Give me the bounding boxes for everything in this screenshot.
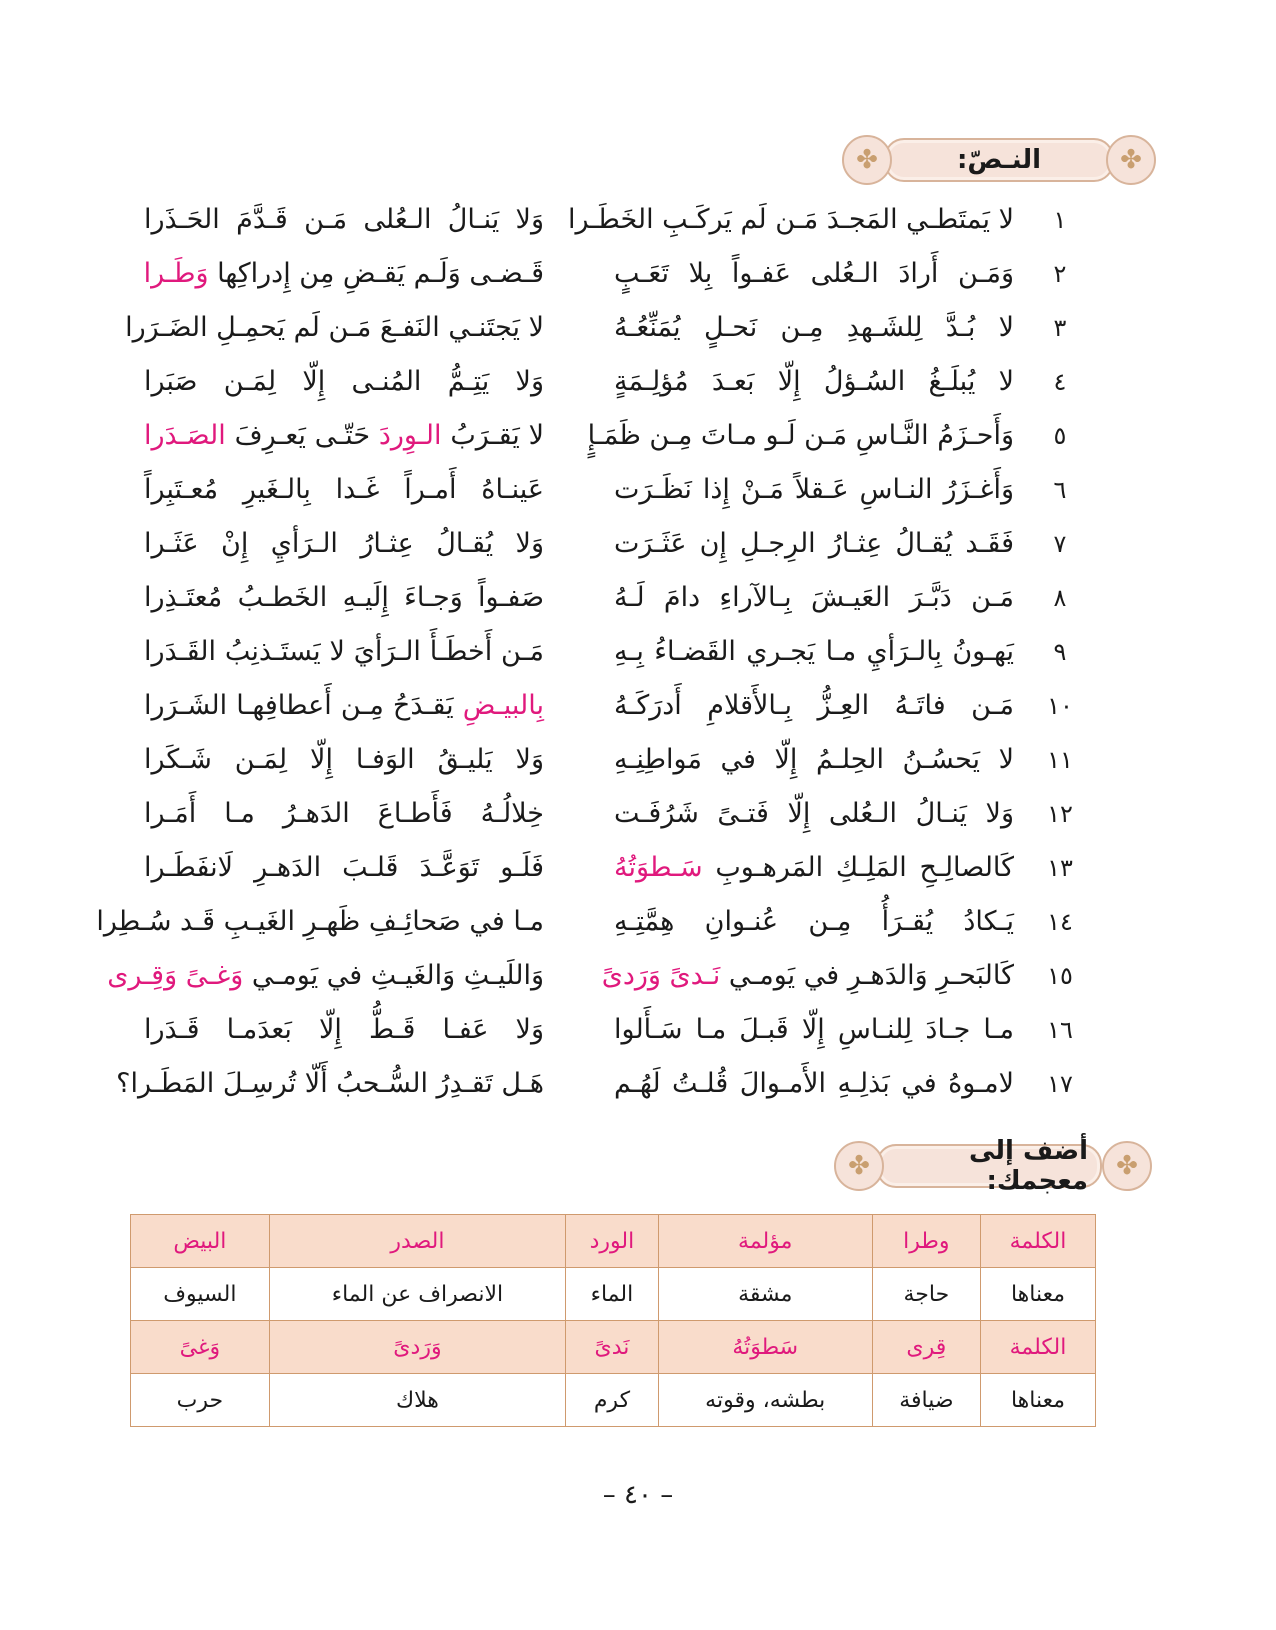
verse-second-hemistich xyxy=(107,949,544,1003)
verse-second-hemistich xyxy=(144,571,544,625)
verse-second-hemistich xyxy=(144,409,544,463)
section-title: النـصّ: xyxy=(884,138,1114,182)
verse-number: ١١ xyxy=(1047,746,1073,774)
hemistich-text: مَـن دَبَّـرَ العَيـشَ بِـالآراءِ دامَ لَـهُ xyxy=(614,582,1014,613)
hemistich-text: وَأَحـزَمُ النَّـاسِ مَـن لَـو مـاتَ مِـن ظَمَـإٍ xyxy=(587,420,1014,451)
hemistich-text: لا يَجتَنـي النَفـعَ مَـن لَم يَحمِـلِ الضَـرَرا xyxy=(125,312,544,343)
hemistich-text: وَلا يُقـالُ عِثـارُ الـرَأيِ إِنْ عَثَـرا xyxy=(144,528,544,559)
table-cell: معناها xyxy=(981,1374,1096,1427)
verse-first-hemistich xyxy=(614,1057,1014,1111)
hemistich-text: فَلَـو تَوَعَّـدَ قَلـبَ الدَهـرِ لَانفَطَـرا xyxy=(144,852,544,883)
hemistich-text: كَالصالِـحِ المَلِـكِ المَرهـوبِ xyxy=(702,852,1014,883)
verse-number: ١٣ xyxy=(1047,854,1073,882)
verse-number: ١ xyxy=(1053,206,1067,234)
verse-number: ١٧ xyxy=(1047,1070,1073,1098)
hemistich-text: لامـوهُ في بَذلِـهِ الأَمـوالَ قُلـتُ لَهُـم xyxy=(614,1068,1014,1099)
table-cell: الورد xyxy=(566,1215,659,1268)
table-cell: الكلمة xyxy=(981,1215,1096,1268)
verse-first-hemistich xyxy=(614,1003,1014,1057)
verse-first-hemistich xyxy=(614,733,1014,787)
table-cell: البيض xyxy=(131,1215,270,1268)
verse-second-hemistich xyxy=(144,247,544,301)
table-cell: الانصراف عن الماء xyxy=(269,1268,565,1321)
hemistich-text: لا يَحسُـنُ الحِلـمُ إِلّا في مَواطِنِـهِ xyxy=(614,744,1014,775)
verse-first-hemistich xyxy=(614,247,1014,301)
hemistich-text: يَهـونُ بِالـرَأيِ مـا يَجـري القَضـاءُ بِـهِ xyxy=(614,636,1014,667)
section-banner-text xyxy=(842,136,1156,184)
ornament-icon: ✤ xyxy=(1106,135,1156,185)
verse-row xyxy=(0,733,1276,787)
verse-second-hemistich xyxy=(144,463,544,517)
hemistich-text: لا يَقـرَبُ xyxy=(441,420,544,451)
verse-row xyxy=(0,949,1276,1003)
verse-first-hemistich xyxy=(614,571,1014,625)
table-cell: السيوف xyxy=(131,1268,270,1321)
hemistich-text: وَأَغـزَرُ النـاسِ عَـقلاً مَـنْ إِذا نَظَـرَت xyxy=(614,474,1014,505)
table-row xyxy=(131,1215,1096,1268)
verse-row xyxy=(0,409,1276,463)
hemistich-text: مَـن أَخطَـأَ الـرَأيَ لا يَستَـذنِبُ القَـدَرا xyxy=(144,636,544,667)
table-cell: قِرى xyxy=(872,1321,980,1374)
hemistich-text: وَاللَيـثِ وَالغَيـثِ في يَومـي xyxy=(243,960,544,991)
verse-number: ١٤ xyxy=(1047,908,1073,936)
hemistich-text: هَـل تَقـدِرُ السُّـحبُ أَلّا تُرسِـلَ المَطَـرا؟ xyxy=(116,1068,544,1099)
verse-row xyxy=(0,625,1276,679)
hemistich-text: لا يُبلَـغُ السُـؤلُ إِلّا بَعـدَ مُؤلِـمَةٍ xyxy=(614,366,1014,397)
verse-first-hemistich xyxy=(614,517,1014,571)
page-number: – ٤٠ – xyxy=(602,1480,674,1510)
verse-first-hemistich xyxy=(614,625,1014,679)
table-cell: ضيافة xyxy=(872,1374,980,1427)
hemistich-text: عَينـاهُ أَمـراً غَـدا بِالـغَيرِ مُعـتَبِراً xyxy=(144,474,544,505)
verse-first-hemistich xyxy=(601,949,1014,1003)
verse-row xyxy=(0,355,1276,409)
verse-number: ٦ xyxy=(1053,476,1067,504)
verse-row xyxy=(0,895,1276,949)
verse-second-hemistich xyxy=(144,625,544,679)
verse-row xyxy=(0,1057,1276,1111)
verse-second-hemistich xyxy=(116,1057,544,1111)
highlighted-word: وَطَـرا xyxy=(143,258,209,289)
table-cell: معناها xyxy=(981,1268,1096,1321)
verse-number: ٧ xyxy=(1053,530,1067,558)
table-row xyxy=(131,1374,1096,1427)
hemistich-text: حَتّـى يَعـرِفَ xyxy=(225,420,379,451)
verse-second-hemistich xyxy=(144,193,544,247)
verse-number: ٤ xyxy=(1053,368,1067,396)
hemistich-text: وَلا يَنـالُ الـعُلى مَـن قَـدَّمَ الحَـذَرا xyxy=(144,204,544,235)
verse-row xyxy=(0,193,1276,247)
table-cell: سَطوَتُهُ xyxy=(658,1321,872,1374)
hemistich-text: وَلا عَفـا قَـطُّ إِلّا بَعدَمـا قَـدَرا xyxy=(144,1014,544,1045)
verse-first-hemistich xyxy=(614,463,1014,517)
verse-row xyxy=(0,247,1276,301)
verse-first-hemistich xyxy=(614,679,1014,733)
hemistich-text: وَلا يَنـالُ الـعُلى إِلّا فَتـىً شَرُفَـت xyxy=(614,798,1014,829)
verse-second-hemistich xyxy=(96,895,544,949)
verse-row xyxy=(0,301,1276,355)
table-row xyxy=(131,1268,1096,1321)
hemistich-text: كَالبَحـرِ وَالدَهـرِ في يَومـي xyxy=(720,960,1014,991)
verse-number: ٨ xyxy=(1053,584,1067,612)
verse-number: ١٦ xyxy=(1047,1016,1073,1044)
verse-second-hemistich xyxy=(144,355,544,409)
ornament-icon: ✤ xyxy=(834,1141,884,1191)
verse-number: ٥ xyxy=(1053,422,1067,450)
verse-row xyxy=(0,1003,1276,1057)
verse-first-hemistich xyxy=(587,409,1014,463)
ornament-icon: ✤ xyxy=(1102,1141,1152,1191)
table-cell: حرب xyxy=(131,1374,270,1427)
hemistich-text: صَفـواً وَجـاءَ إِلَيـهِ الخَطـبُ مُعتَـذِرا xyxy=(144,582,544,613)
highlighted-word: نَـدىً وَرَدىً xyxy=(601,960,721,991)
verse-number: ٩ xyxy=(1053,638,1067,666)
section-banner-vocab xyxy=(834,1136,1152,1196)
verse-first-hemistich xyxy=(614,787,1014,841)
table-cell: كرم xyxy=(566,1374,659,1427)
verse-first-hemistich xyxy=(614,355,1014,409)
verse-row xyxy=(0,787,1276,841)
table-cell: الماء xyxy=(566,1268,659,1321)
verse-number: ١٢ xyxy=(1047,800,1073,828)
table-cell: مشقة xyxy=(658,1268,872,1321)
table-cell: هلاك xyxy=(269,1374,565,1427)
table-cell: وَرَدىً xyxy=(269,1321,565,1374)
highlighted-word: سَـطوَتُهُ xyxy=(614,852,703,883)
hemistich-text: فَقَـد يُقـالُ عِثـارُ الرِجـلِ إِن عَثَـرَت xyxy=(614,528,1014,559)
hemistich-text: وَلا يَليـقُ الوَفـا إِلّا لِمَـن شَـكَرا xyxy=(144,744,544,775)
table-cell: الصدر xyxy=(269,1215,565,1268)
verse-row xyxy=(0,841,1276,895)
verse-first-hemistich xyxy=(614,841,1014,895)
section-title: أضف إلى معجمك: xyxy=(876,1144,1102,1188)
table-cell: وطرا xyxy=(872,1215,980,1268)
hemistich-text: لا بُـدَّ لِلشَـهدِ مِـن نَحـلٍ يُمَنِّعُـهُ xyxy=(614,312,1014,343)
verse-row xyxy=(0,679,1276,733)
vocab-table xyxy=(130,1214,1096,1427)
verse-second-hemistich xyxy=(144,733,544,787)
hemistich-text: وَلا يَتِـمُّ المُنـى إِلّا لِمَـن صَبَرا xyxy=(144,366,544,397)
highlighted-word: بِالبيـضِ xyxy=(462,690,544,721)
verse-second-hemistich xyxy=(144,1003,544,1057)
table-cell: وَغىً xyxy=(131,1321,270,1374)
verse-number: ١٥ xyxy=(1047,962,1073,990)
hemistich-text: مـا في صَحائِـفِ ظَهـرِ الغَيـبِ قَـد سُـطِرا xyxy=(96,906,544,937)
table-cell: بطشه، وقوته xyxy=(658,1374,872,1427)
highlighted-word: وَغـىً وَقِـرى xyxy=(107,960,244,991)
hemistich-text: لا يَمتَطـي المَجـدَ مَـن لَم يَركَـبِ الخَطَـرا xyxy=(567,204,1014,235)
verse-second-hemistich xyxy=(144,787,544,841)
hemistich-text: يَـكادُ يُقـرَأُ مِـن عُنـوانِ هِمَّتِـهِ xyxy=(614,906,1014,937)
verse-second-hemistich xyxy=(125,301,544,355)
hemistich-text: يَقـدَحُ مِـن أَعطافِهـا الشَـرَرا xyxy=(144,690,463,721)
table-row xyxy=(131,1321,1096,1374)
verse-row xyxy=(0,517,1276,571)
verse-number: ١٠ xyxy=(1047,692,1073,720)
ornament-icon: ✤ xyxy=(842,135,892,185)
verse-row xyxy=(0,571,1276,625)
verse-number: ٣ xyxy=(1053,314,1067,342)
table-cell: الكلمة xyxy=(981,1321,1096,1374)
verse-number: ٢ xyxy=(1053,260,1067,288)
hemistich-text: مـا جـادَ لِلنـاسِ إِلّا قَبـلَ مـا سَـأَلوا xyxy=(614,1014,1014,1045)
verse-first-hemistich xyxy=(614,895,1014,949)
verse-second-hemistich xyxy=(144,679,544,733)
verse-first-hemistich xyxy=(567,193,1014,247)
verse-second-hemistich xyxy=(144,517,544,571)
hemistich-text: خِلالُـهُ فَأَطـاعَ الدَهـرُ مـا أَمَـرا xyxy=(144,798,544,829)
highlighted-word: الـوِردَ xyxy=(378,420,442,451)
verse-second-hemistich xyxy=(144,841,544,895)
table-cell: مؤلمة xyxy=(658,1215,872,1268)
hemistich-text: قَـضـى وَلَـم يَقـضِ مِن إِدراكِها xyxy=(208,258,544,289)
hemistich-text: وَمَـن أَرادَ الـعُلى عَفـواً بِلا تَعَـبٍ xyxy=(614,258,1014,289)
verse-first-hemistich xyxy=(614,301,1014,355)
verse-row xyxy=(0,463,1276,517)
table-cell: حاجة xyxy=(872,1268,980,1321)
hemistich-text: مَـن فاتَـهُ العِـزُّ بِـالأَقلامِ أَدرَكَـهُ xyxy=(614,690,1014,721)
highlighted-word: الصَـدَرا xyxy=(144,420,226,451)
table-cell: نَدىً xyxy=(566,1321,659,1374)
